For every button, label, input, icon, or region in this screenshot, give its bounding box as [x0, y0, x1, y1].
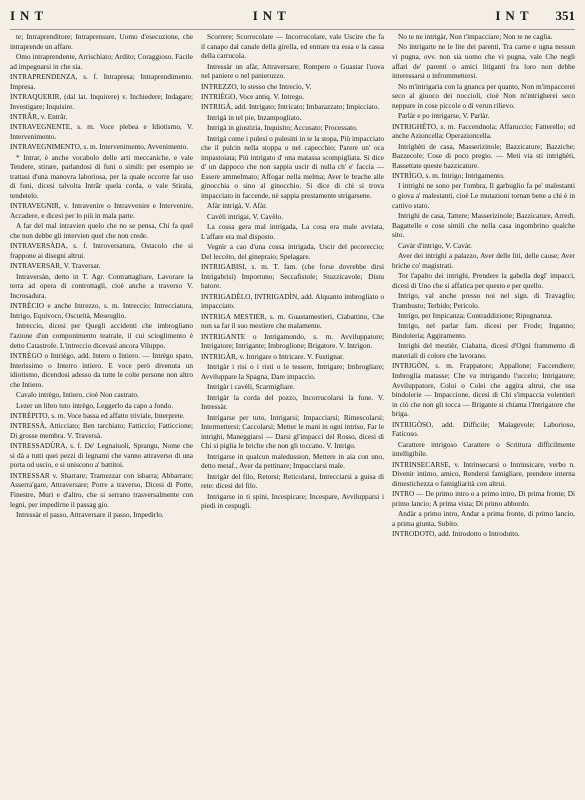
dictionary-entry: Intressàr un afàr, Attraversare; Rompere o Guastar l'uova nel paniere o nel panieruzzo.	[201, 61, 384, 81]
dictionary-entry: Intrigo, val anche presso noi nel sign. di Travaglio; Trambusto; Terbido; Pericolo.	[392, 291, 575, 310]
dictionary-entry: INTRÈPITO, s. m. Voce bassa ed affatto triviale, Interprete.	[10, 410, 185, 420]
dictionary-entry: Intrigarse per tuto, Intrigarsi; Impacciarsi; Rimescolarsi; Intermettersi; Caccolarsi; Metter le mani in ogni intriso, Far le intrighi, Maneggiarsi — Darsi gl'impacci del Rosso, dicesi di Chi si piglia le briche che non gli toccano. V. Intrigo.	[201, 412, 384, 451]
dictionary-entry: Aver dei intrighi a palazzo, Aver delle liti, delle cause; Aver briche co' magistrati.	[392, 251, 575, 270]
dictionary-entry: No te ne intrigàr, Non t'impacciare; Non te ne caglia.	[398, 32, 553, 41]
header-rule	[10, 29, 575, 30]
header-center-guideword: INT	[252, 8, 291, 23]
dictionary-entry: INTRESSAR v. Sbarrare; Tramezzar con isbarra; Abbarrare; Asserra'gare, Attraversare; Porre a traverso, Dicesi di Porte, Finestre, Muri e d'altro, che si serrano trasversalmente con legni, per impedirne il passag gio.	[10, 470, 193, 509]
dictionary-entry: Intrigo, per Impicanza; Contraddizione; Ripugnanza.	[398, 310, 553, 320]
dictionary-entry: Intrigàr la corda del pozzo, Incorrucolarsi la fune. V. Intressàr.	[201, 392, 384, 412]
dictionary-entry: INTRESSÀ, Atticciato; Ben tarchiato; Fatticcio; Fatticcione; Di grosse membra. V. Traversà.	[10, 421, 193, 440]
dictionary-entry: INTRAVERSAR, V. Traversar.	[10, 261, 101, 271]
dictionary-entry: Scorrere; Scorrecolare — Incorrucolare, vale Uscire che fa il canapo dal canale della girella, ed entrare tra essa e la cassa della carrucola.	[201, 32, 384, 61]
page-number: 351	[555, 8, 575, 23]
dictionary-entry: INTRAVERSÀDA, s. f. Introversatura, Ostacolo che si frappone ai disegni altrui.	[10, 241, 193, 261]
dictionary-entry: INTRAVEGNIMENTO, s. m. Intervenimento, Avvenimento.	[10, 142, 189, 152]
dictionary-entry: INTRIGÀR, v. Intrigare o Intricare. V. Fustignar.	[201, 351, 344, 361]
dictionary-entry: INTRÂR, v. Entrâr.	[10, 111, 68, 121]
dictionary-entry: Intrigarse in ti spini, Incespicare; Incespare, Avvilupparsi i piedi in cespugli.	[201, 491, 384, 511]
header-right-guideword: INT	[495, 8, 534, 23]
column-middle	[201, 32, 384, 540]
dictionary-entry: INTRO — De primo intro o a primo intro, Di prima fronte; Di primo lancio; A prima vista; Di primo abbordo.	[392, 489, 575, 508]
dictionary-entry: Intrigàr i cavèli, Scarmigliare.	[207, 382, 295, 392]
dictionary-entry: Andàr a primo intro, Andar a prima fronte, di primo lancio, a prima giunta, Subito.	[392, 509, 575, 528]
dictionary-entry: te; Intraprenditore; Intraprensure, Uomo d'esecuzione, che intraprende un affare.	[10, 32, 193, 51]
dictionary-entry: Tor l'apalto dei intrighi, Prendere la gabella degl' impacci, dicesi di Uno che si affatica per questo e per quello.	[392, 271, 575, 290]
dictionary-entry: Cavèli intrigai, V. Cavèlo.	[207, 211, 283, 221]
text-columns	[10, 32, 575, 540]
header-right-group	[495, 8, 575, 24]
dictionary-entry: Intrigàr i risi o i risti o le tessere, Intrigare; Imbrogliare; Avviluppare la Spagna, Dare impaccio.	[201, 362, 384, 381]
column-left	[10, 32, 193, 540]
dictionary-entry: INTRÈGO o Intriègo, add. Intero o Intiero. — Intrègo spato, Interissimo o Interro intiero. E voce però divenuta un idiotismo, dicendosi adesso da tutte le colte persone non altro che Intiero.	[10, 350, 193, 389]
dictionary-entry: INTRIGÀ, add. Intrigato; Intricato; Imbarazzato; Impicciato.	[201, 102, 380, 112]
dictionary-entry: Omo intraprendente, Arrischiato; Ardito; Coraggioso. Facile ad impegnarsi in che sia.	[10, 51, 193, 71]
dictionary-entry: INTRIÈGO, Voce antiq. V. Intrego.	[201, 91, 305, 101]
dictionary-entry: INTREZZO, lo stesso che Intrecio, V.	[201, 81, 312, 91]
dictionary-entry: INTRIGÒN, s. m. Frappatore; Appallone; Faccendiere; Imbroglia matasse; Che va intrigando l'uccelo; Intrigatore; Avviluppatore, Colui o Colei che aggira altrui, che usa bindolerie — Impaccione, dicesi di Chi s'impaccia volentieri in ciò che non gli tocca — Brigante si chiama l'Intrigatore che briga.	[392, 361, 575, 419]
dictionary-entry: * Intrar, è anche vocabolo delle arti meccaniche, e vale Tendere, stirare, parlandosi di funi o simili: per esempio se trattasi d'una manovra laboriosa, per la quale occorre far uso di funi, dicesi talvolta Intrâr quela corda, o vale Stirala, tendetelo.	[10, 152, 193, 201]
dictionary-entry: INTRAVEGNENTE, s. m. Voce plebea e Idiotismo, V. Intervenimento.	[10, 122, 193, 141]
dictionary-entry: Afàr intrigà, V. Afàr.	[207, 201, 268, 211]
dictionary-entry: Intraversàn, detto in T. Agr. Contrattagliare, Lavorare la terra ad opera di controttagli, cioè anche a traverso V. Incrosadura.	[10, 271, 193, 300]
dictionary-entry: INTRIGABISI, s. m. T. fam. (che forse dovrebbe dirsi Intrigabrisi) Importuno; Seccafistole; Stuzzicavole; Distu batore.	[201, 262, 384, 291]
dictionary-entry: INTRIGA MESTIER, s. m. Guastamestieri, Ciabattino, Che non sa far il suo mestiere che malamente.	[201, 311, 384, 331]
dictionary-entry: Intrighi del mestièr, Ciabatta, dicesi d'Ogni frammento di materiali di colore che lavorano.	[392, 341, 575, 360]
dictionary-entry: INTRESSADÙRA, s. f. De' Legnaiuoli, Sprangu, Nome che si dà a tutti quei pezzi di legnami che vanno attraverso di una porta od uscio, e si uniscono a' battitoi.	[10, 441, 193, 470]
dictionary-entry: Intrigà in tel pie, Inzampogliato.	[207, 112, 302, 122]
dictionary-entry: INTRÈCIO e anche Intrezzo, s. m. Intreccio; Intrecciatura, Intrigo, Equivoco, Oscurità, Meseuglio.	[10, 301, 193, 320]
dictionary-entry: Cavàr d'intrigo, V. Cavàr.	[398, 240, 473, 250]
dictionary-entry: A far del mal intravien quelo che no se pensa, Chi fa quel che non debbe gli intervien quel che non crede.	[10, 221, 193, 241]
dictionary-entry: No intrigarte ne le lite dei parenti, Tra carne e ugna nessun vi pugna, ovv. non sia uomo che vi pugna, vale Che negli affari de' parenti o amici litiganti fra loro non debbe interessarsi o infrommettersi.	[392, 42, 575, 81]
dictionary-entry: Intrigo, nel parlar fam. dicesi per Frode; Inganno; Bindoleria; Aggiramento.	[392, 321, 575, 340]
header-left-guideword: INT	[10, 8, 49, 23]
dictionary-entry: INTRIGÒSO, add. Difficile; Malagevole; Laborioso, Faticoso.	[392, 419, 575, 439]
dictionary-entry: Carattere intrigoso Carattere o Scrittura difficilmente intelligibile.	[392, 439, 575, 459]
dictionary-entry: La cossa gera mal intrigada, La cosa era male avviata, L'affare era mal disposto.	[201, 222, 384, 241]
dictionary-entry: INTRINSECARSE, v. Intrinsecarsi o Intrinsicare, verbo n. Divenir intimo, amico, Rendersi famigliare, prendere interna dimestichezza o famigliarità con altrui.	[392, 459, 575, 488]
dictionary-entry: INTRIGANTE o Intrigamondo, s. m. Avviluppatore; Intrigatore; Intrigante; Imbroglione; Brigatore. V. Intrigon.	[201, 331, 384, 351]
dictionary-entry: INTRODOTO, add. Introdotto o Introdutto.	[392, 529, 520, 539]
dictionary-entry: Intressàr el passo, Attraversare il passo, Impedirlo.	[16, 510, 164, 520]
dictionary-entry: Intreccio, dicesi per Quegli accidenti che imbrogliano l'azione d'un componimento teatrale, il cui scioglimento è detto Catastrofe. L'intreccio dicevasi ancora Viluppo.	[10, 321, 193, 350]
dictionary-entry: INTRAPRENDENZA, s. f. Intrapresa; Intraprendimento. Impresa.	[10, 71, 193, 91]
running-header	[10, 8, 575, 26]
dictionary-entry: Intrighi de casa, Tattere; Masserizinole; Bazzicature, Arredi, Bagattelle e cose simili che nella casa ingombrino qualche sito.	[392, 211, 575, 240]
dictionary-entry: Cavalo intrègo, Intiero, cioè Non castrato.	[16, 390, 139, 400]
dictionary-entry: INTRIGHÈTO, s. m. Faccendnola; Affaruccio; Fatterello; ed anche Azioncella; Operazioncella.	[392, 121, 575, 141]
dictionary-entry: I intrighi ne sono per l'ombra, Il garbuglio fa pe' malestanti o giova a' malestanti, cioè Le mutazioni tornan bene a chi è in cattivo stato.	[392, 181, 575, 210]
dictionary-entry: Parlàr e po intrigarse, V. Parlàr.	[398, 111, 490, 121]
dictionary-entry: INTRÌGO, s. m. Intrigo; Intrigamento.	[392, 171, 505, 181]
dictionary-entry: INTRAVEGNIR, v. Intravenire o Intravvenire e Intervenire, Accadere, e dicesi per lo più in mala parte.	[10, 201, 193, 221]
dictionary-entry: Lezer un libro tuto intrègo, Leggerlo da capo a fondo.	[16, 400, 174, 410]
dictionary-entry: No m'intrigarìa con la gnanca per quanto, Non m'impaccerei seco al giuoco dei noccioli, cioè Non m'intrigherei seco neppure in cose piccole o di verun rilievo.	[392, 81, 575, 110]
dictionary-entry: Intrigàr del filo, Retorsi; Reticolarsi, Intrecciarsi a guisa di rete: dicesi del filo.	[201, 471, 384, 491]
dictionary-entry: Intrighèti de casa, Masserizinole; Bazzicature; Bazziche; Bazzecole; Cose di poco pregio. — Meti via sti intrighèti, Rassettate queste bazzicature.	[392, 141, 575, 170]
dictionary-entry: Intrigà in giustizia, Inquisito; Accusato; Processato.	[207, 123, 358, 133]
column-right	[392, 32, 575, 540]
dictionary-entry: INTRAQUERIR, (dal lat. Inquirere) v. Inchiedere; Indagare; Investigare; Inquisire.	[10, 91, 193, 111]
dictionary-entry: INTRIGADÈLO, INTRIGADÌN, add. Alquanto imbrogliato o impacciato.	[201, 291, 384, 311]
dictionary-entry: Intrigarse in qualcun maledussion, Mettere in aia con uno, detto metaf., Aver da pettinare; Impacciarsi male.	[201, 451, 384, 471]
dictionary-entry: Intrigà come i pulesi o pulesini in te la stopa, Più impacciato che il pulcin nella stoppa o nel capecchio; Parere un' oca impastoiata; Più intrigato d' una matassa scompigliata. Si dice d' un dappoco che non sappia uscir di nulla ch' e' faccia — Essere ammelmato; Affogar nella melma; Aver le brache alle ginocchia o sino al ginocchio. Si dice di chi si trova impacciato in faccende, nè sappia prestamente strigarsene.	[201, 133, 384, 201]
dictionary-entry: Vegnìr a cao d'una cossa intrigada, Uscir del pecoreccio; Del leccéto, del ginepraio; Spelagare.	[201, 242, 384, 261]
